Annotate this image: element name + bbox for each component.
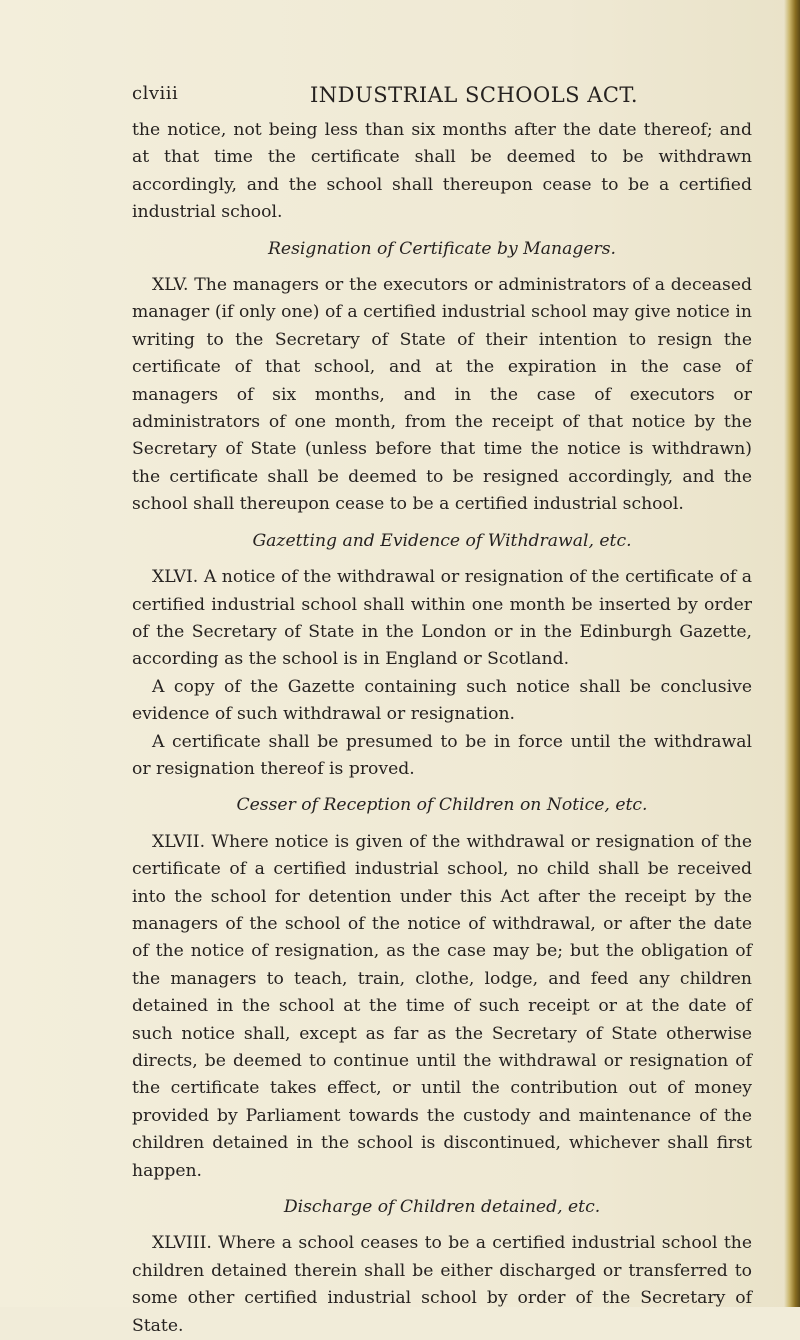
page-number: clviii xyxy=(132,83,179,104)
section-heading-discharge: Discharge of Children detained, etc. xyxy=(283,1197,601,1218)
section-paragraph-xlvi-2: A copy of the Gazette containing such notice shall be conclusive evidence of such withdrawal or resignation. xyxy=(132,676,752,725)
page-header xyxy=(132,83,742,109)
section-paragraph-xlvii: XLVII. Where notice is given of the withdrawal or resignation of the certificate of a certified industrial school, no child shall be received into the school for detention under this Act after the receipt by the managers of the school of the notice of withdrawal, or after the date of the notice of resignation, as the case may be; but the obligation of the managers to teach, train, clothe, lodge, and feed any children detained in the school at the time of such receipt or at the date of such notice shall, except as far as the Secretary of State otherwise directs, be deemed to continue until the withdrawal or resignation of the certificate takes effect, or until the contribution out of money provided by Parliament towards the custody and maintenance of the children detained in the school is discontinued, whichever shall first happen. xyxy=(132,831,752,1181)
section-heading-resignation: Resignation of Certificate by Managers. xyxy=(267,238,617,259)
section-heading-cesser: Cesser of Reception of Children on Notice, etc. xyxy=(236,795,648,816)
section-paragraph-xlvi: XLVI. A notice of the withdrawal or resignation of the certificate of a certified industrial school shall within one month be inserted by order of the Secretary of State in the London or in the Edinburgh Gazette, according as the school is in England or Scotland. xyxy=(132,567,752,670)
section-paragraph-xlviii: XLVIII. Where a school ceases to be a certified industrial school the children detained therein shall be either discharged or transferred to some other certified industrial school by order of the Secretary of State. xyxy=(132,1233,752,1336)
section-paragraph-xlvi-3: A certificate shall be presumed to be in force until the withdrawal or resignation thereof is proved. xyxy=(132,731,752,779)
running-title: INDUSTRIAL SCHOOLS ACT. xyxy=(310,83,639,107)
continuation-paragraph: the notice, not being less than six months after the date thereof; and at that time the certificate shall be deemed to be withdrawn accordingly, and the school shall thereupon cease to be a certified industrial school. xyxy=(132,120,752,223)
section-heading-gazetting: Gazetting and Evidence of Withdrawal, etc. xyxy=(252,530,632,551)
page-body xyxy=(132,117,752,1340)
page-edge-shadow xyxy=(784,0,800,1307)
section-paragraph-xlv: XLV. The managers or the executors or administrators of a deceased manager (if only one) of a certified industrial school may give notice in writing to the Secretary of State of their intention to resign the certificate of that school, and at the expiration in the case of managers of six months, and in the case of executors or administrators of one month, from the receipt of that notice by the Secretary of State (unless before that time the notice is withdrawn) the certificate shall be deemed to be resigned accordingly, and the school shall thereupon cease to be a certified industrial school. xyxy=(132,275,752,515)
